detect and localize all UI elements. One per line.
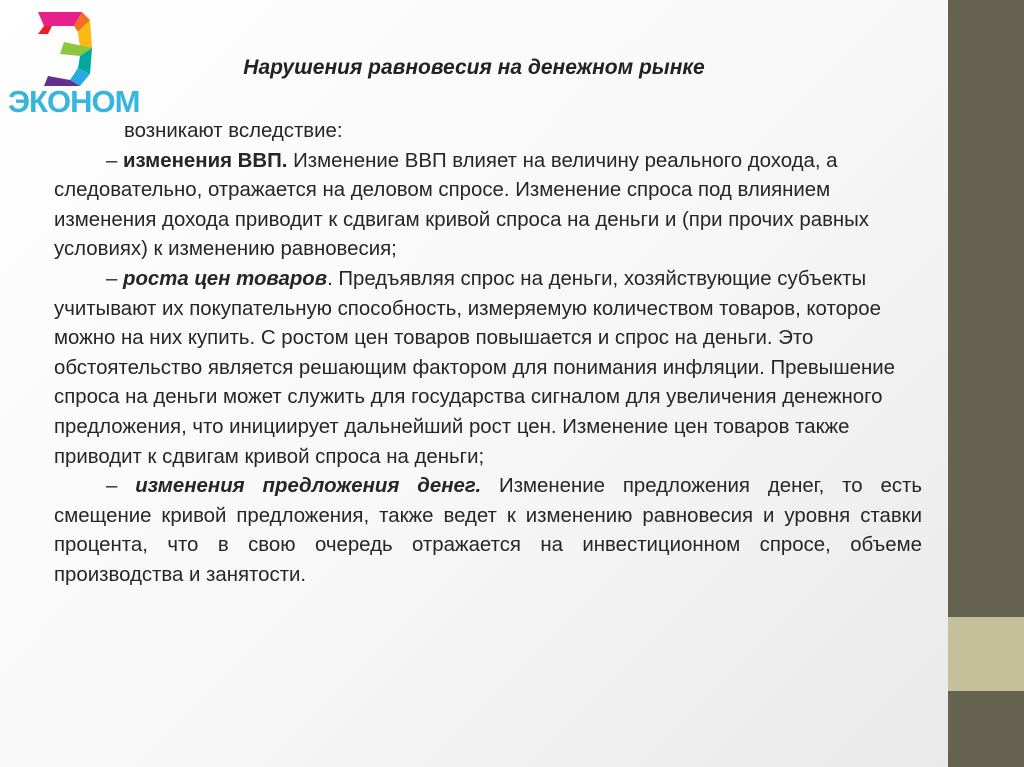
item-dash: – — [106, 475, 136, 498]
item-text: . Предъявляя спрос на деньги, хозяйствующие субъекты учитывают их покупательную способность, измеряемую количеством товаров, которое можно на них купить. С ростом цен товаров повышается и спрос на деньги. Это обстоятельство является решающим фактором для понимания инфляции. Превышение спроса на деньги может служить для государства сигналом для увеличения денежного предложения, что инициирует дальнейший рост цен. Изменение цен товаров также приводит к сдвигам кривой спроса на деньги; — [54, 267, 896, 468]
intro-line: возникают вследствие: — [124, 120, 343, 142]
item-dash: – — [106, 267, 124, 290]
item-dash: – — [106, 149, 124, 172]
side-decor-bar — [948, 0, 1024, 767]
item-money-supply — [54, 472, 922, 590]
slide-title: Нарушения равновесия на денежном рынке — [243, 56, 705, 79]
item-text: Изменение предложения денег, то есть смещение кривой предложения, также ведет к изменению равновесия и уровня ставки процента, что в свою очередь отражается на инвестиционном спросе, объеме производства и занятости. — [54, 475, 922, 586]
item-term: изменения предложения денег. — [135, 475, 482, 498]
item-term: роста цен товаров — [123, 267, 328, 290]
item-term: изменения ВВП. — [123, 149, 288, 172]
item-gdp — [54, 147, 922, 265]
side-decor-accent — [948, 617, 1024, 691]
item-text: Изменение ВВП влияет на величину реального дохода, а следовательно, отражается на деловом спросе. Изменение спроса под влиянием изменения дохода приводит к сдвигам кривой спроса на деньги и (при прочих равных условиях) к изменению равновесия; — [54, 149, 870, 261]
logo-text: ЭКОНОМ — [8, 84, 140, 119]
slide-body — [54, 117, 922, 591]
item-prices — [54, 265, 922, 472]
